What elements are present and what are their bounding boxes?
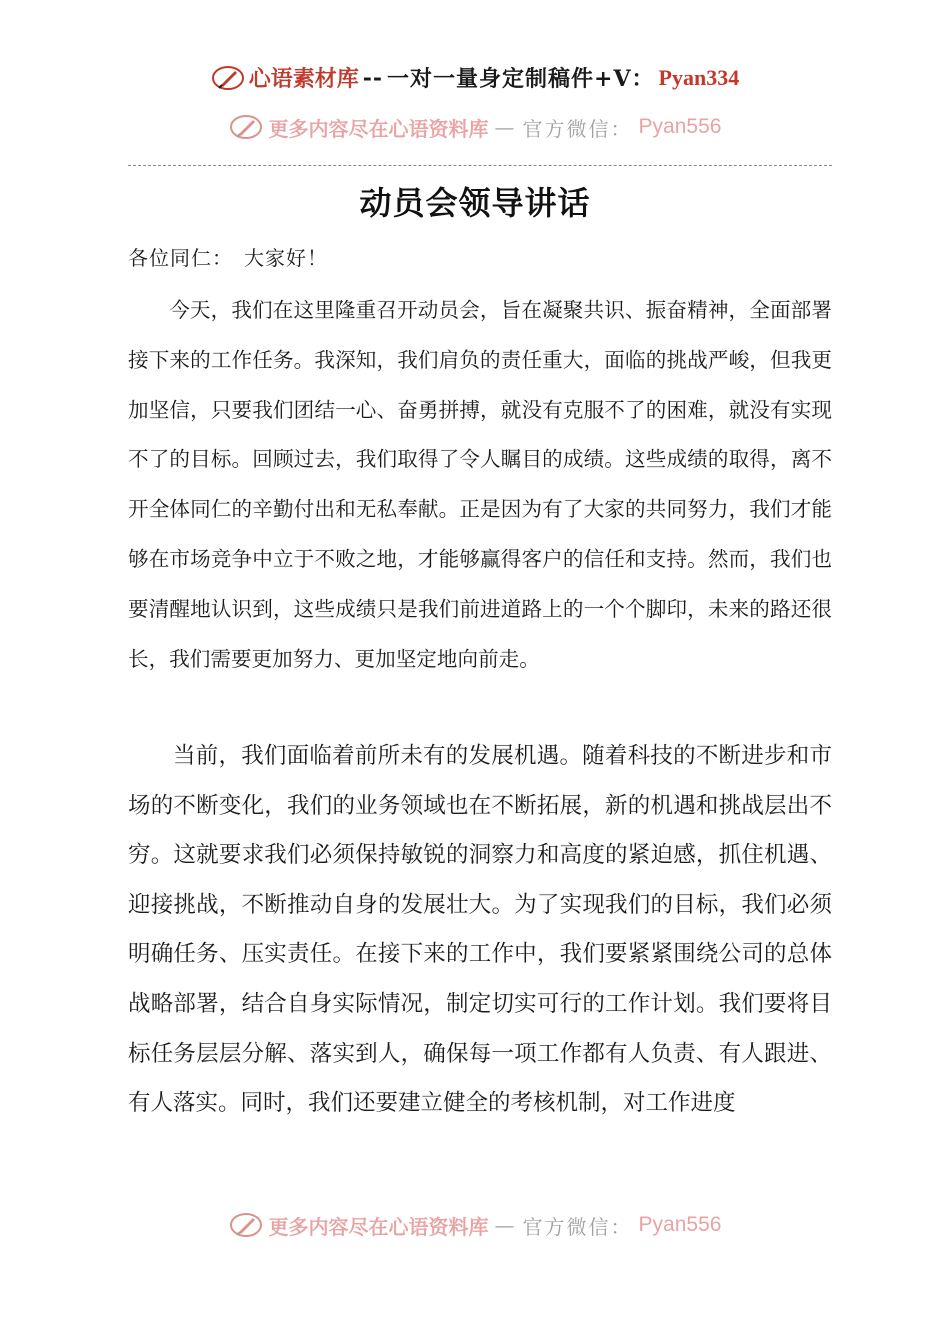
header-contact-id: Pyan334 [658, 64, 740, 90]
footer-banner-text: 更多内容尽在心语资料库 [268, 1214, 489, 1239]
footer-banner-dash: — [494, 1213, 517, 1237]
header-tagline: 一对一量身定制稿件+V： [387, 66, 655, 92]
header-separator: -- [362, 64, 384, 91]
header-banner [0, 62, 950, 98]
sub-banner-wechat-id: Pyan556 [638, 115, 722, 138]
greeting: 各位同仁： 大家好！ [128, 246, 328, 270]
sub-banner-text: 更多内容尽在心语资料库 [268, 116, 489, 141]
footer-banner [0, 1210, 950, 1250]
header-divider [128, 165, 832, 166]
document-title: 动员会领导讲话 [359, 184, 591, 222]
quill-logo-icon [229, 1210, 263, 1240]
paragraph-2: 当前，我们面临着前所未有的发展机遇。随着科技的不断进步和市场的不断变化，我们的业务领域也在不断拓展，新的机遇和挑战层出不穷。这就要求我们必须保持敏锐的洞察力和高度的紧迫感，抓住机遇、迎接挑战，不断推动自身的发展壮大。为了实现我们的目标，我们必须明确任务、压实责任。在接下来的工作中，我们要紧紧围绕公司的总体战略部署，结合自身实际情况，制定切实可行的工作计划。我们要将目标任务层层分解、落实到人，确保每一项工作都有人负责、有人跟进、有人落实。同时，我们还要建立健全的考核机制，对工作进度 [128, 743, 832, 1117]
footer-banner-wechat-label: 官方微信： [522, 1214, 633, 1239]
paragraph-1: 今天，我们在这里隆重召开动员会，旨在凝聚共识、振奋精神，全面部署接下来的工作任务。我深知，我们肩负的责任重大，面临的挑战严峻，但我更加坚信，只要我们团结一心、奋勇拼搏，就没有克服不了的困难，就没有实现不了的目标。回顾过去，我们取得了令人瞩目的成绩。这些成绩的取得，离不开全体同仁的辛勤付出和无私奉献。正是因为有了大家的共同努力，我们才能够在市场竞争中立于不败之地，才能够赢得客户的信任和支持。然而，我们也要清醒地认识到，这些成绩只是我们前进道路上的一个个脚印，未来的路还很长，我们需要更加努力、更加坚定地向前走。 [128, 298, 832, 671]
quill-logo-icon [211, 63, 245, 93]
sub-banner [0, 112, 950, 152]
footer-banner-wechat-id: Pyan556 [638, 1213, 722, 1236]
sub-banner-wechat-label: 官方微信： [522, 116, 633, 141]
sub-banner-dash: — [494, 115, 517, 139]
brand-name: 心语素材库 [248, 66, 359, 92]
quill-logo-icon [229, 112, 263, 142]
